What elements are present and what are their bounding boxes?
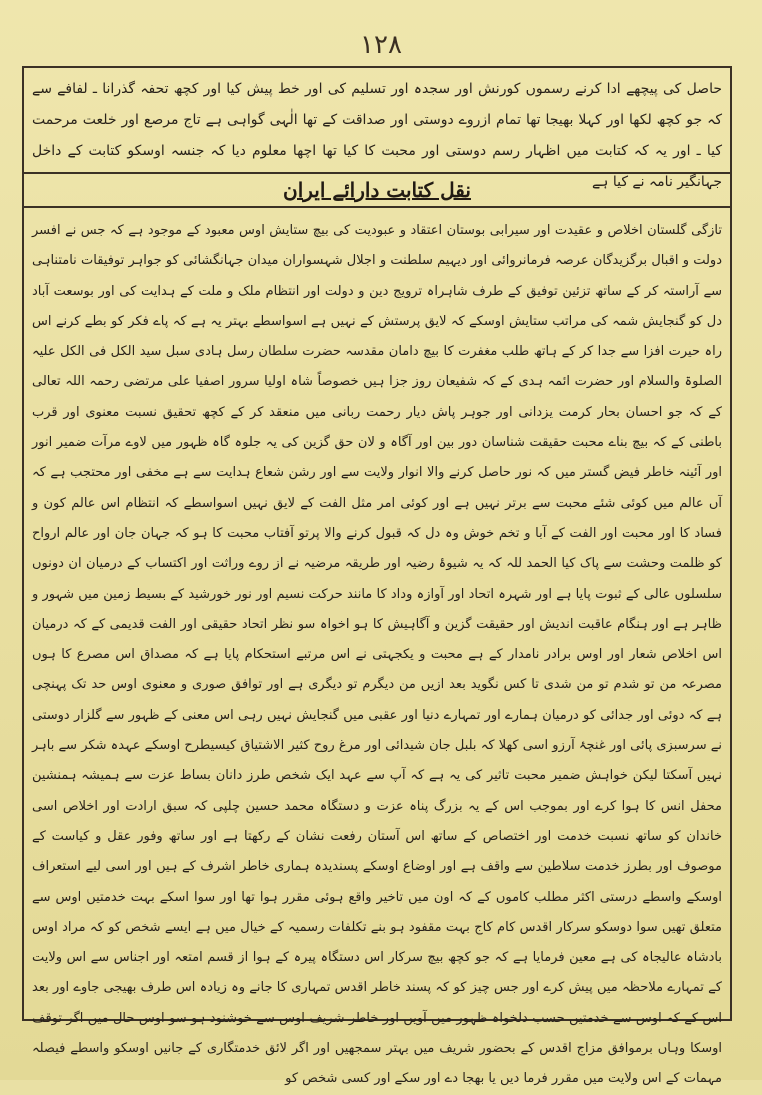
page-number: ۱۲۸ [360,30,402,60]
letter-body [24,216,730,1087]
letter-text: تازگی گلستان اخلاص و عقیدت اور سیرابی بوستان اعتقاد و عبودیت کی بیچ ستایش اوس معبود کے موجود ہے کہ جس نے افسر دولت و اقبال برگزیدگان عرصہ فرمانروائی اور دیہیم سلطنت و اجلال شہسواران میدان جہانگشائی کو جواہر توفیقات نامتناہی سے آراستہ کر کے ساتھ تزئین توفیق کے طرف شاہراہ ترویج دین و دولت اور انتظام ملک و ملت کے ہدایت کی اور بوسعت آباد دل کو گنجایش شمہ کی مراتب ستایش اوسکے کہ لایق پرستش کے نہیں ہے اسواسطے بہتر یہ ہے کہ پاے فکر کو بطے کرنے اس راہ حیرت افزا سے جدا کر کے ہاتھ طلب مغفرت کا بیچ دامان مقدسہ حضرت سلطان رسل ہادی سبل سید الکل فی الکل علیہ الصلوۃ والسلام اور حضرت ائمہ ہدی کے کہ شفیعان روز جزا ہیں خصوصاً شاہ اولیا سرور اصفیا علی مرتضی رحمہ اللہ تعالی کے کہ جو احسان بحار کرمت یزدانی اور جوہر پاش دیار رحمت ربانی میں منعقد کر کے کچھ تحقیق نسبت معنوی اور قرب باطنی کے کہ بیچ بناے محبت حقیقت شناسان دور بین اور آگاہ و لان حق گزین کی یہ جلوہ گاہ ظہور میں لاوے مرآت ضمیر انور اور آئینہ خاطر فیض گستر میں کہ نور حاصل کرنے والا انوار ولایت سے اور رشن شعاع ہدایت سے ہے مخفی اور محتجب ہے کہ آں عالم میں کوئی شئے محبت سے برتر نہیں ہے اور کوئی امر مثل الفت کے لایق نہیں اسواسطے کہ انتظام اس عالم کون و فساد کا اور محبت اور الفت کے آبا و تخم خوش وہ دل کہ قبول کرنے والا پرتو آفتاب محبت کا ہو کہ جہان جان اور عالم ارواح کو ظلمت وحشت سے پاک کیا الحمد للہ کہ یہ شیوۂ رضیہ اور طریقہ مرضیہ نے از روے وراثت اور اکتساب کے درمیان ان دونوں سلسلوں عالی کے ثبوت پایا ہے اور شہرہ اتحاد اور آوازہ وداد کا مانند حرکت نسیم اور نور خورشید کے بسیط زمین میں شہور و ظاہر ہے اور ہنگام عاقبت اندیش اور حقیقت گزین و آگاہیش کا ہو اخواہ سو نظر اتحاد حقیقی اور الفت قدیمی کے کہ درمیان اس اخلاص شعار اور اوس برادر نامدار کے ہے محبت و یکجہتی نے اس مرتبے استحکام پایا ہے کہ مصداق اس مصرع کا ہوں مصرعہ من تو شدم تو من شدی تا کس نگوید بعد ازیں من دیگرم تو دیگری ہے اور توافق صوری و معنوی اوس حد تک پہنچی ہے کہ دوئی اور جدائی کو درمیان ہمارے اور تمہارے دنیا اور عقبی میں گنجایش نہیں رہی اس معنی کے ظہور سے گلزار دوستی نے سرسبزی پائی اور غنچۂ آرزو اسی کھلا کہ بلبل جان شیدائی اور مرغ روح کثیر الاشتیاق کیسیطرح اوسکے عہدہ شکر سے باہر نہیں آسکتا لیکن خواہش ضمیر محبت تاثیر کی یہ ہے کہ آپ سے عہد ایک شخص طرز دانان بساط عزت سے ہمیشہ ہمنشین محفل انس کا ہوا کرے اور بموجب اس کے یہ بزرگ پناہ عزت و دستگاہ محمد حسین چلپی کہ سبق ارادت اور اخلاص اسی خاندان کو ساتھ نسبت خدمت اور اختصاص کے ساتھ اس آستان رفعت نشان کے رکھتا ہے اور ساتھ وفور عقل و کیاست کے موصوف اور بطرز خدمت سلاطین سے واقف ہے اور اوضاع اوسکے پسندیدہ ہماری خاطر اشرف کے ہیں اور اسی لیے استعراف اوسکے واسطے درستی اکثر مطلب کاموں کے کہ اون میں تاخیر واقع ہوئی مقرر ہوا تھا اور سوا اسکے بہت خدمتیں اوس سے متعلق تھیں سوا دوسکو سرکار اقدس کام کاج بہت مقفود ہو بنے تکلفات رسمیہ کے خیال میں ہے ایسے شخص کو کہ مراد اوس بادشاہ عالیجاہ کی ہے معین فرمایا ہے کہ جو کچھ بیچ سرکار اس دستگاہ پیرہ کے ہوا از قسم امتعہ اور اجناس سے اس ولایت کے تمہارے ملاحظہ میں پیش کرے اور جس چیز کو کہ پسند خاطر اقدس تمہاری کا جانے وہ زیادہ اس طرف بھیجی جاوے اور بعد اس کے کہ اوس سے خدمتیں حسب دلخواہ ظہور میں آویں اور خاطر شریف اوس سے خوشنود ہو سو اوس حال میں اگر توقف اوسکا وہاں برموافق مزاج اقدس کے بحضور شریف میں بہتر سمجھیں اور اگر لائق خدمتگاری کے جانیں اوسکو واسطے فیصلہ مہمات کے اس ولایت میں مقرر فرما دیں یا بھجا دے اور سکے اور کسی شخص کو [32,223,722,1087]
heading-band [24,172,730,208]
section-heading: نقل کتابت دارائے ایران [283,178,471,202]
intro-text: حاصل کی پیچھے ادا کرنے رسموں کورنش اور سجدہ اور تسلیم کی اور خط پیش کیا اور کچھ تحفہ گذرانا ـ لفافے سے کہ جو کچھ لکھا اور کہلا بھیجا تھا تمام ازروے دوستی اور صداقت کے تھا الٰہی گواہی ہے تاج مرصع اور خلعت مرحمت کیا ـ اور یہ کہ کتابت میں اظہار رسم دوستی اور محبت کا کیا تھا اچھا معلوم دیا کہ جنسہ اوسکو کتابت کے داخل جہانگیر نامہ نے کیا ہے [32,81,722,190]
text-frame [22,66,732,1087]
